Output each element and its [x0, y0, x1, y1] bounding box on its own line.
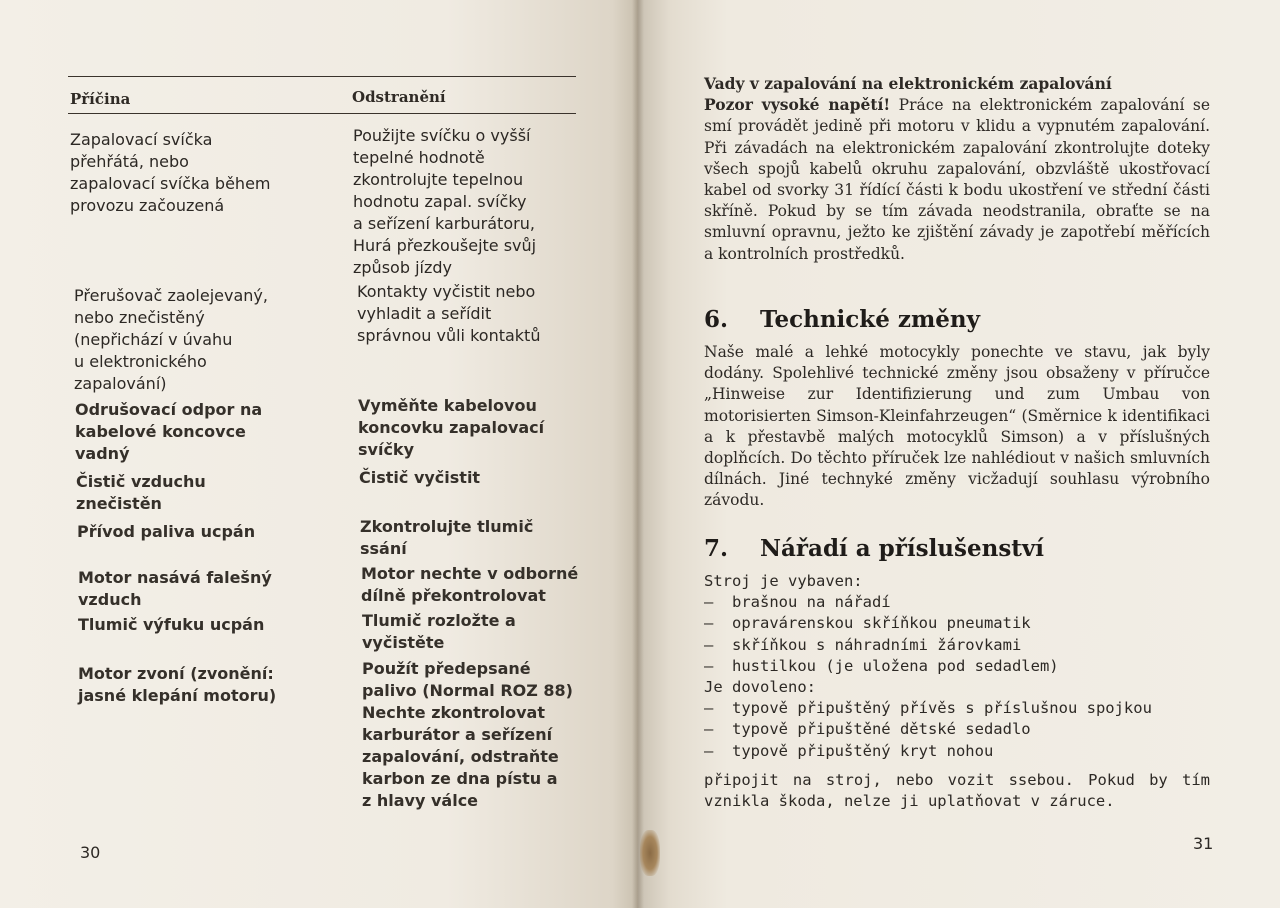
table-top-rule	[68, 76, 576, 77]
section-number: 6.	[704, 306, 729, 333]
section-6-text: Naše malé a lehké motocykly ponechte ve stavu, jak byly dodány. Spolehlivé technické změny jsou obsaženy v příručce „Hinweise zur Identifizierung und zum Umbau von motorisierten Simson-Kleinfahrzeugen“ (Směrnice k identifikaci a k přestavbě malých motocyklů Simson) a v příslušných doplňcích. Do těchto příruček lze nahlédiout v našich smluvních dílnách. Jiné technyké změny vicžadují souhlasu výrobního závodu.	[704, 343, 1210, 510]
page-number-left: 30	[80, 843, 101, 862]
cause-cell: Motor nasává falešný vzduch	[78, 568, 272, 609]
table-header-rule	[68, 113, 576, 114]
remedy-cell: Motor nechte v odborné dílně překontrolovat	[361, 564, 579, 605]
cause-cell: Přerušovač zaolejevaný, nebo znečistěný (nepřichází v úvahu u elektronického zapalování)	[74, 286, 268, 393]
section-title: Technické změny	[760, 306, 980, 333]
list-intro: Je dovoleno:	[704, 678, 816, 697]
list-item: – hustilkou (je uložena pod sedadlem)	[704, 656, 1059, 675]
remedy-cell: Tlumič rozložte a vyčistěte	[362, 611, 516, 652]
cause-cell: Motor zvoní (zvonění: jasné klepání motoru)	[78, 664, 277, 705]
section-7-heading	[704, 535, 1044, 562]
ignition-section	[704, 73, 1210, 265]
warning-text: Práce na elektronickém zapalování se smí provádět jedině při motoru v klidu a vypnutém zapalování. Při závadách na elektronickém zapalování zkontrolujte doteky všech spojů kabelů okruhu zapalování, obzvláště ukostřovací kabel od svorky 31 řídící části k bodu ukostření ve střední části skříně. Pokud by se tím závada neodstranila, obraťte se na smluvní opravnu, ježto ke zjištění závady je zapotřebí měřících a kontrolních prostředků.	[704, 96, 1211, 263]
remedy-cell: Použít předepsané palivo (Normal ROZ 88) Nechte zkontrolovat karburátor a seřízení zapalování, odstraňte karbon ze dna pístu a z hlavy válce	[362, 659, 573, 810]
section-number: 7.	[704, 535, 729, 562]
section-6-heading	[704, 306, 980, 333]
list-intro: Stroj je vybaven:	[704, 572, 863, 590]
warning-label: Pozor vysoké napětí!	[704, 95, 891, 115]
cause-cell: Zapalovací svíčka přehřátá, nebo zapalovací svíčka během provozu začouzená	[70, 130, 271, 215]
list-item: – brašnou na nářadí	[704, 593, 891, 612]
page-number-right: 31	[1193, 834, 1214, 853]
list-item: – typově připuštěný přívěs s příslušnou spojkou	[704, 699, 1152, 718]
equipment-list	[704, 571, 1210, 762]
cause-cell: Přívod paliva ucpán	[77, 522, 256, 541]
cause-cell: Odrušovací odpor na kabelové koncovce vadný	[75, 400, 263, 463]
list-item: – opravárenskou skříňkou pneumatik	[704, 614, 1031, 633]
remedy-cell: Kontakty vyčistit nebo vyhladit a seřídit správnou vůli kontaktů	[357, 282, 541, 345]
left-page	[0, 0, 638, 908]
cause-cell: Tlumič výfuku ucpán	[78, 615, 265, 634]
book-gutter	[632, 0, 644, 908]
paper-stain	[640, 830, 660, 876]
remedy-cell: Zkontrolujte tlumič ssání	[360, 517, 534, 558]
list-item: – skříňkou s náhradními žárovkami	[704, 635, 1022, 654]
ignition-heading: Vady v zapalování na elektronickém zapalování	[704, 74, 1112, 93]
closing-text: připojit na stroj, nebo vozit ssebou. Pokud by tím vznikla škoda, nelze ji uplatňovat v záruce.	[704, 771, 1210, 811]
remedy-cell: Vyměňte kabelovou koncovku zapalovací svíčky	[358, 396, 545, 459]
section-title: Nářadí a příslušenství	[760, 535, 1045, 562]
header-remedy: Odstranění	[352, 88, 446, 106]
cause-cell: Čistič vzduchu znečistěn	[76, 472, 206, 513]
list-item: – typově připuštěné dětské sedadlo	[704, 720, 1031, 739]
header-cause: Příčina	[70, 90, 131, 108]
remedy-cell: Čistič vyčistit	[359, 468, 481, 487]
list-item: – typově připuštěný kryt nohou	[704, 741, 994, 760]
remedy-cell: Použijte svíčku o vyšší tepelné hodnotě zkontrolujte tepelnou hodnotu zapal. svíčky a seřízení karburátoru, Hurá přezkoušejte svůj způsob jízdy	[353, 126, 537, 277]
